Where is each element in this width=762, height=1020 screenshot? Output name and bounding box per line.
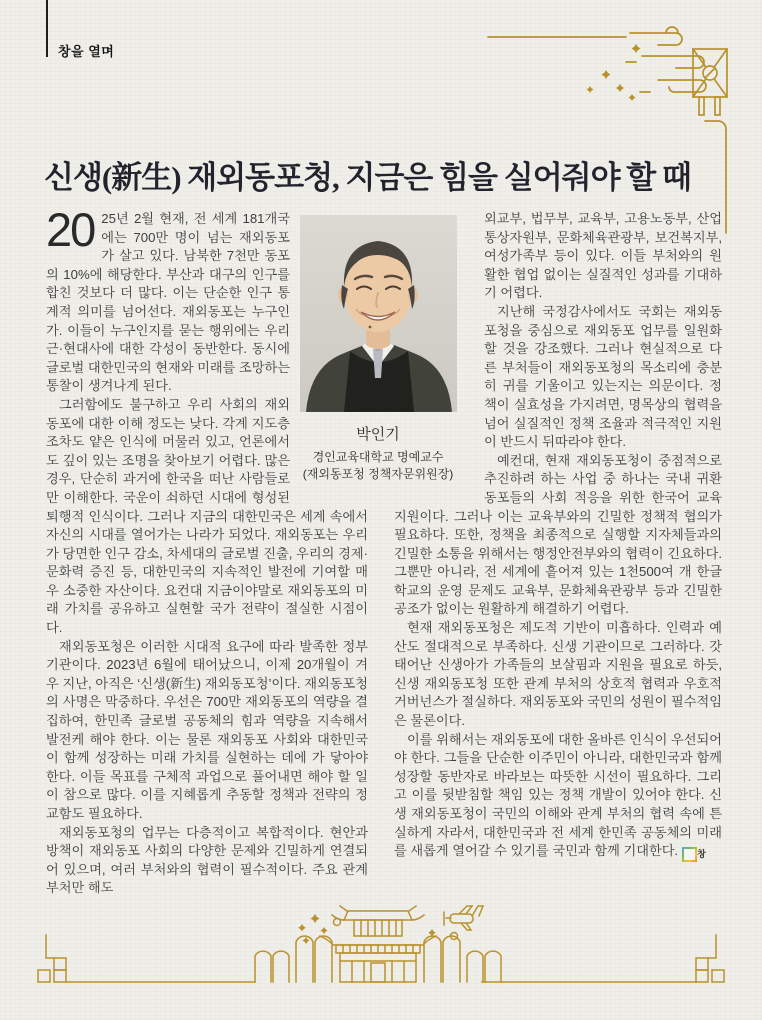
author-title: 경인교육대학교 명예교수	[312, 450, 444, 464]
photo-caption	[278, 423, 478, 483]
page-title: 신생(新生) 재외동포청, 지금은 힘을 실어줘야 할 때	[44, 159, 691, 195]
kite-ornament	[480, 22, 742, 237]
paragraph: 예컨대, 현재 재외동포청이 중점적으로 추진하려 하는 사업 중 하나는 국내 귀환 동포들의 사회 적응을 위한 한국어 교육 지원이다. 그러나 이는 교육부와의 긴밀한 정책적 협의가 필요하다. 또한, 정책을 최종적으로 실행할 지자체들과의 긴밀한 소통을 위해서는 행정안전부와의 협력이 긴요하다. 그뿐만 아니라, 전 세계에 흩어져 있는 1천500여 개 한글학교의 운영 문제도 교육부, 문화체육관광부 등과 긴밀한 공조가 없이는 원활하게 해결하기 어렵다.	[394, 452, 722, 617]
author-name: 박인기	[356, 426, 400, 443]
paragraph: 이를 위해서는 재외동포에 대한 올바른 인식이 우선되어야 한다. 그들을 단순한 이주민이 아니라, 대한민국과 함께 성장할 동반자로 바라보는 따뜻한 시선이 필요하다. 그리고 이를 뒷받침할 책임 있는 정책 개발이 있어야 한다. 신생 재외동포청이 국민의 이해와 관계 부처의 협력 속에 튼실하게 자라서, 대한민국과 전 세계 한민족 공동체의 미래를 새롭게 열어갈 수 있기를 국민과 함께 기대한다. 창	[394, 731, 722, 863]
paragraph: 20 25년 2월 현재, 전 세계 181개국에는 700만 명이 넘는 재외동포가 살고 있다. 남북한 7천만 동포의 10%에 해당한다. 부산과 대구의 인구를 합친 것보다 더 많다. 이는 단순한 인구 통계적 의미를 넘어선다. 재외동포는 누구인가. 이들이 누구인지를 묻는 행위에는 우리 근·현대사에 대한 각성이 동반한다. 동시에 글로벌 대한민국의 현재와 미래를 조망하는 통찰이 생겨나게 된다.	[46, 203, 290, 394]
author-portrait	[300, 215, 457, 412]
section-divider-line	[46, 0, 48, 57]
meander-corner-right	[482, 935, 724, 982]
paragraph: 현재 재외동포청은 제도적 기반이 미흡하다. 인력과 예산도 절대적으로 부족하다. 신생 기관이므로 그러하다. 갓 태어난 신생아가 가족들의 보살핌과 지원을 필요로 하듯, 신생 재외동포청 또한 관계 부처의 상호적 협력과 우호적 거버넌스가 절실하다. 재외동포와 국민의 성원이 필수적임은 물론이다.	[394, 620, 722, 729]
section-label: 창을 열며	[58, 44, 115, 59]
kite-icon	[693, 49, 727, 115]
paragraph: 재외동포청의 업무는 다층적이고 복합적이다. 현안과 방책이 재외동포 사회의 다양한 문제와 긴밀하게 연결되어 있으며, 여러 부처와의 협력이 필수적이다. 주요 관계 부처만 해도	[46, 824, 368, 896]
paragraph: 재외동포청은 이러한 시대적 요구에 따라 발족한 정부 기관이다. 2023년 6월에 태어났으니, 이제 20개월이 겨우 지난, 아직은 ‘신생(新生) 재외동포청’이다. 재외동포청의 사명은 막중하다. 우선은 700만 재외동포의 역량을 결집하여, 한민족 글로벌 공동체의 힘과 역량을 지속해서 발전케 해야 한다. 이는 물론 재외동포 사회와 대한민국이 함께 성장하는 미래 가치를 실현하는 데에 가 닿아야 한다. 이들 목표를 구체적 과업으로 풀어내면 해야 할 일이 참으로 많다. 이를 지혜롭게 추동할 정책과 전략의 정교함도 필요하다.	[46, 638, 368, 821]
meander-corner-left	[38, 935, 255, 982]
author-photo-block	[300, 215, 457, 483]
paragraph: 외교부, 법무부, 교육부, 고용노동부, 산업통상자원부, 문화체육관광부, 보건복지부, 여성가족부 등이 있다. 이들 부처와의 원활한 협업 없이는 실질적인 성과를 기대하기 어렵다.	[484, 211, 722, 301]
cloud-ornament	[630, 33, 682, 45]
paragraph: 그러함에도 불구하고 우리 사회의 재외동포에 대한 이해 정도는 낮다. 각계 지도층조차도 얕은 인식에 머물러 있고, 언론에서도 깊이 있는 조명을 찾아보기 어렵다. 많은 경우, 단순히 과거에 한국을 떠난 사람들로만 이해한다. 국운이 쇠하던 시대에 형성된 퇴행적 인식이다. 그러나 지금의 대한민국은 세계 속에서 자신의 시대를 열어가는 나라가 되었다. 재외동포는 우리가 당면한 인구 감소, 차세대의 글로벌 진출, 우리의 경제·문화력 증진 등, 대한민국의 지속적인 발전에 기여할 매우 소중한 자산이다. 요컨대 지금이야말로 재외동포의 미래 가치를 공유하고 실현할 국가 전략이 절실한 시점이다.	[46, 396, 368, 636]
airplane-icon	[444, 906, 483, 930]
paragraph: 지난해 국정감사에서도 국회는 재외동포청을 중심으로 재외동포 업무를 일원화할 것을 강조했다. 그러나 현실적으로 다른 부처들이 재외동포청의 목소리에 충분히 귀를 기울이고 있는지는 의문이다. 정책이 실효성을 가지려면, 명목상의 협력을 넘어 실질적인 정책 조율과 적극적인 지원이 반드시 뒤따라야 한다.	[484, 303, 722, 450]
palace-gate-ornament	[30, 895, 732, 995]
star-ornament	[587, 44, 641, 101]
author-role: (재외동포청 정책자문위원장)	[302, 467, 454, 481]
drop-cap: 20	[46, 203, 95, 256]
article-end-mark: 창	[682, 847, 697, 862]
star-ornament	[298, 914, 435, 944]
